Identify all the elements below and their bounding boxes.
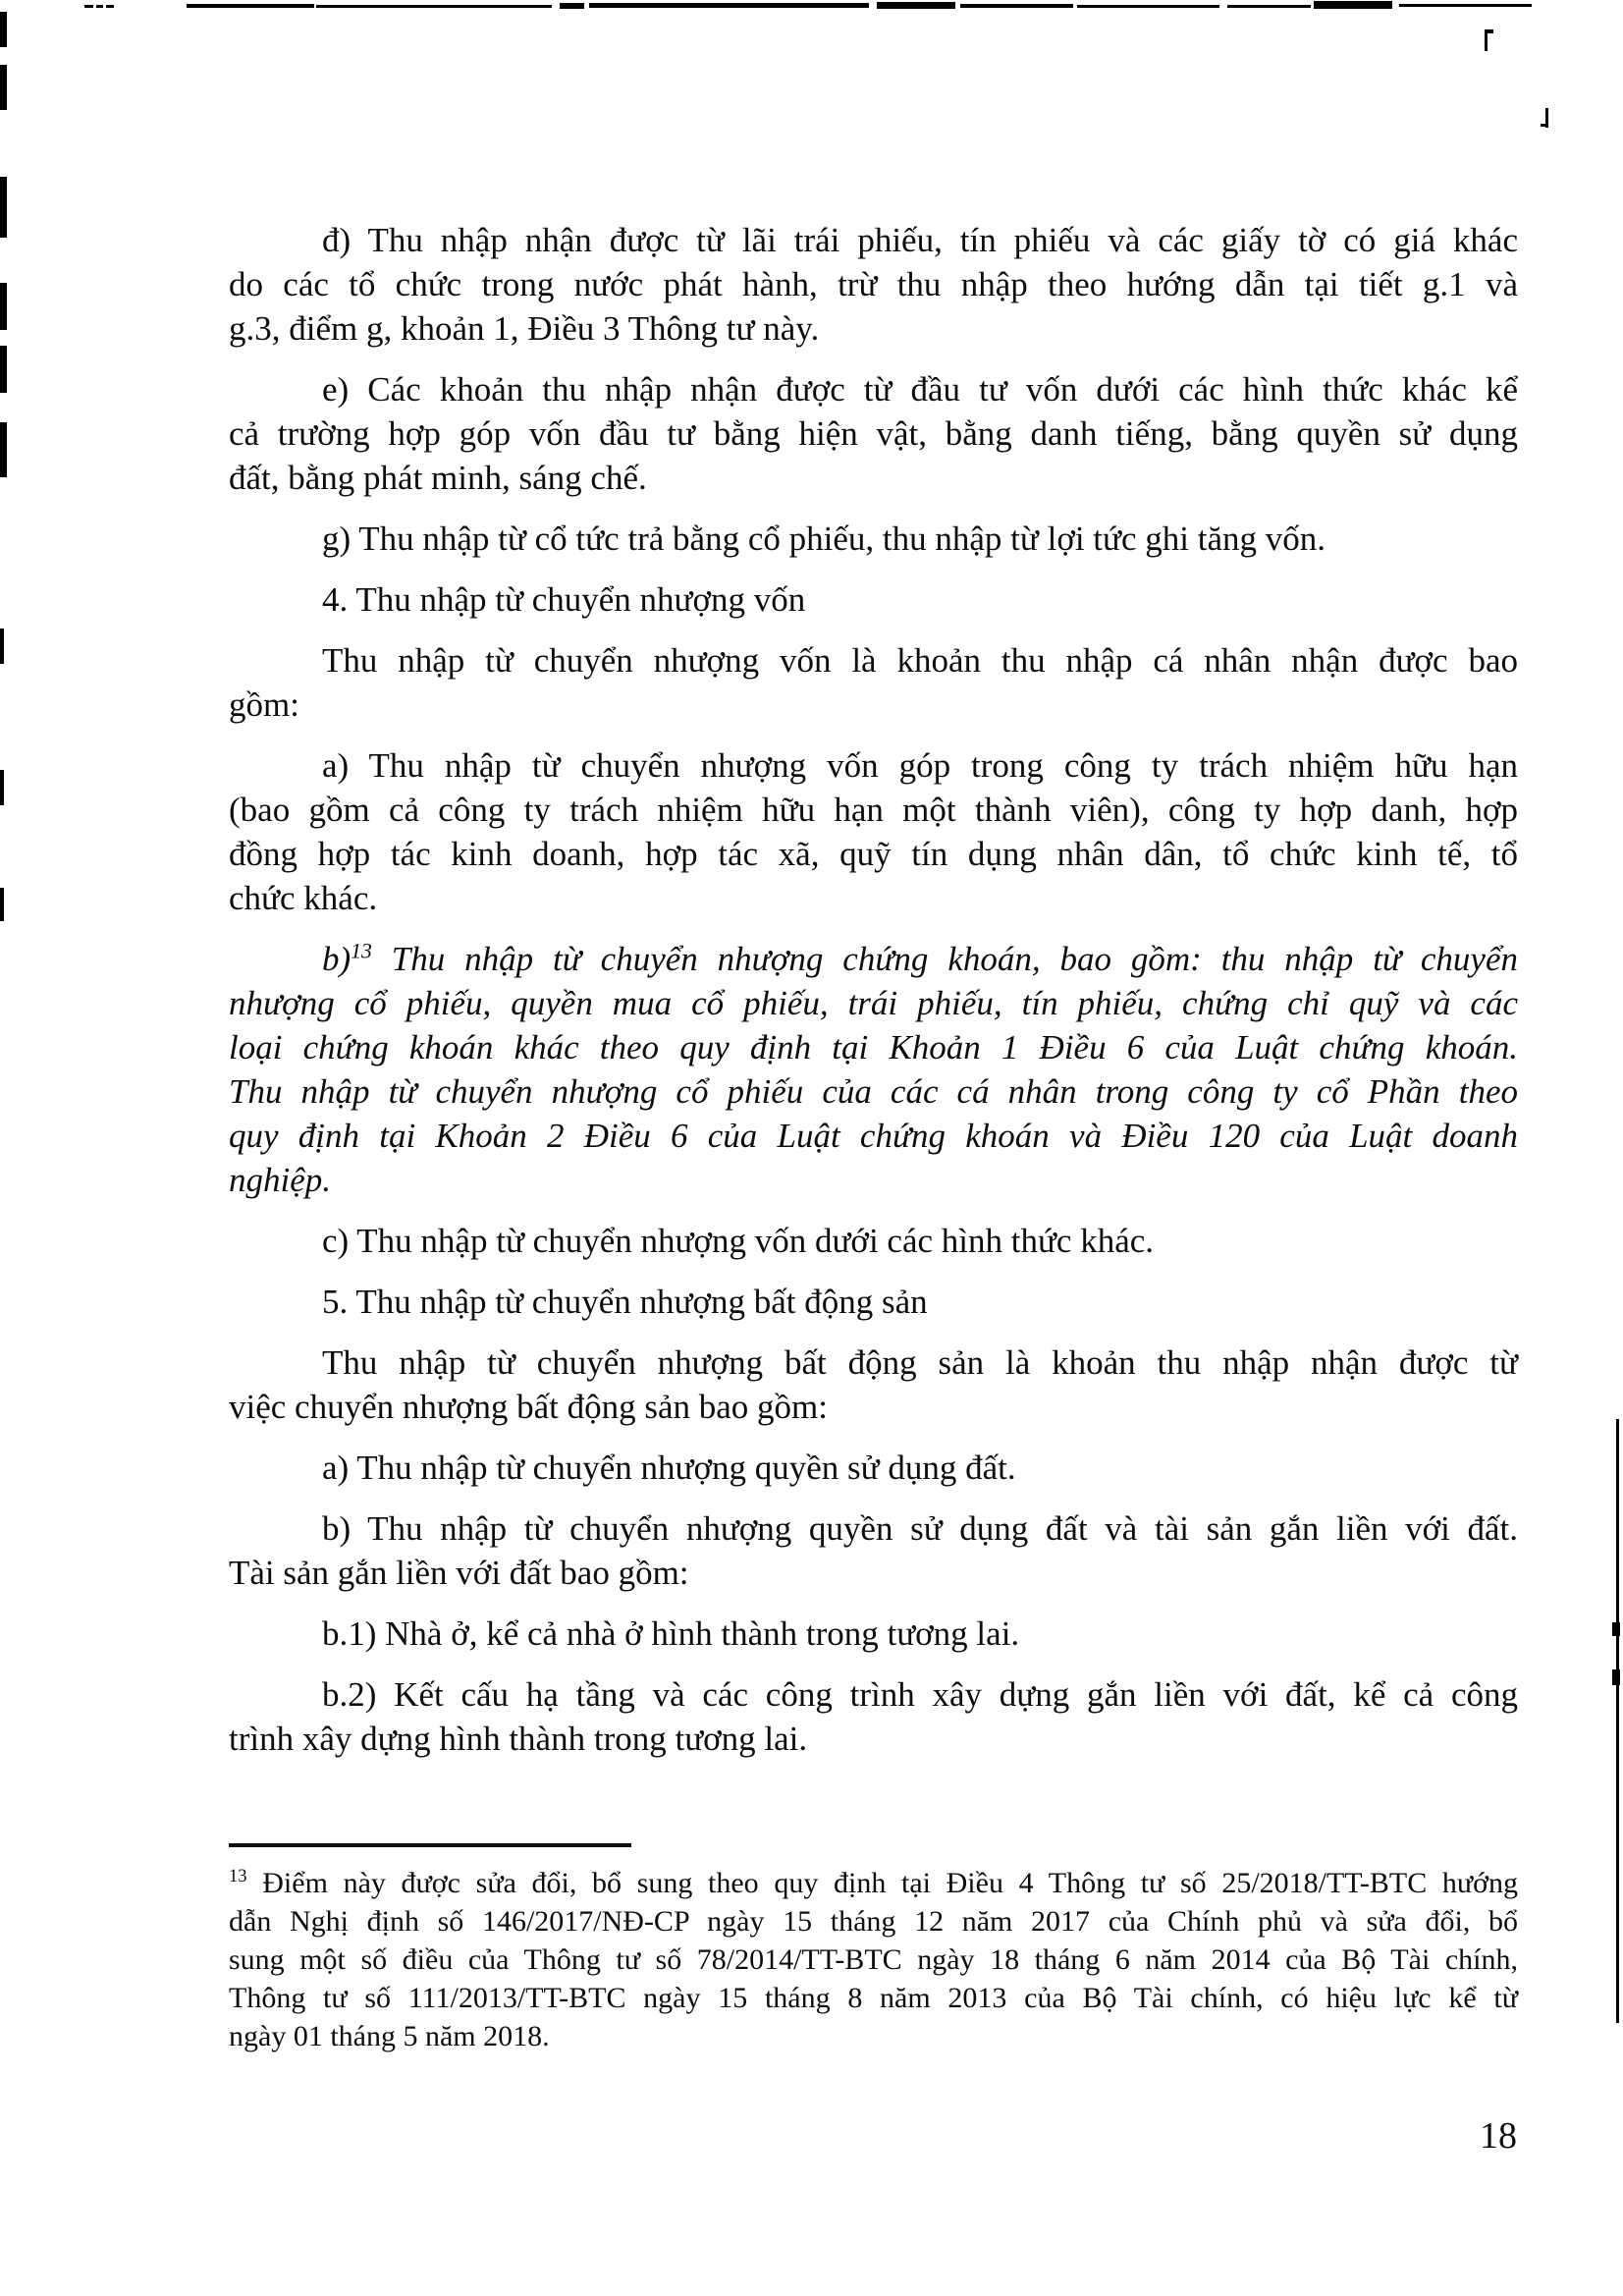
body-paragraph [229,1506,1518,1595]
text-segment: chức khác. [229,879,378,917]
text-line [229,2017,1518,2055]
text-line [229,683,1518,727]
text-segment: b.1) Nhà ở, kể cả nhà ở hình thành trong tương lai. [322,1614,1020,1653]
scan-artifact-top-line [560,3,584,9]
text-segment: g.3, điểm g, khoản 1, Điều 3 Thông tư này. [229,309,820,348]
text-segment: a) Thu nhập từ chuyển nhượng vốn góp trong công ty trách nhiệm hữu hạn [322,746,1518,785]
text-segment: e) Các khoản thu nhập nhận được từ đầu tư vốn dưới các hình thức khác kể [322,370,1518,409]
text-segment: đ) Thu nhập nhận được từ lãi trái phiếu, tín phiếu và các giấy tờ có giá khác [322,221,1518,259]
scan-artifact-right-edge [1616,1419,1619,2023]
text-line [229,981,1518,1025]
text-line [229,1941,1518,1979]
text-segment: loại chứng khoán khác theo quy định tại Khoản 1 Điều 6 của Luật chứng khoán. [229,1028,1518,1066]
scan-artifact-top-line [589,3,869,8]
text-segment: Thông tư số 111/2013/TT-BTC ngày 15 tháng 8 năm 2013 của Bộ Tài chính, có hiệu lực kể từ [229,1982,1518,2014]
scan-artifact-left-edge [0,770,4,805]
text-segment: b) Thu nhập từ chuyển nhượng quyền sử dụng đất và tài sản gắn liền với đất. [322,1509,1518,1548]
footnote-reference: 13 [229,1866,247,1886]
text-segment: nghiệp. [229,1161,332,1199]
text-line [229,1280,1518,1324]
text-line [229,743,1518,788]
scan-artifact-speck [1541,124,1546,127]
text-segment: Điểm này được sửa đổi, bổ sung theo quy định tại Điều 4 Thông tư số 25/2018/TT-BTC hướng [246,1867,1518,1899]
text-line [229,876,1518,920]
scan-artifact-right-edge [1612,1669,1620,1685]
body-paragraph [229,1280,1518,1324]
text-line [229,577,1518,622]
text-segment: b) [322,940,352,978]
text-segment: đất, bằng phát minh, sáng chế. [229,459,647,497]
scan-artifact-left-edge [0,283,7,330]
scan-artifact-top-line [1077,5,1219,8]
scan-artifact-left-edge [0,177,7,238]
scan-artifact-left-edge [0,65,7,110]
text-segment: Thu nhập từ chuyển nhượng vốn là khoản thu nhập cá nhân nhận được bao [322,641,1518,680]
scan-artifact-top-line [316,5,552,8]
text-segment: Thu nhập từ chuyển nhượng chứng khoán, bao gồm: thu nhập từ chuyển [371,940,1518,978]
text-segment: 5. Thu nhập từ chuyển nhượng bất động sản [322,1283,928,1321]
text-segment: 4. Thu nhập từ chuyển nhượng vốn [322,580,806,619]
text-line [229,1672,1518,1717]
text-segment: nhượng cổ phiếu, quyền mua cổ phiếu, trái phiếu, tín phiếu, chứng chỉ quỹ và các [229,984,1518,1022]
text-line [229,262,1518,306]
text-line [229,937,1518,981]
text-line [229,306,1518,351]
text-segment: việc chuyển nhượng bất động sản bao gồm: [229,1388,828,1426]
text-line [229,411,1518,456]
text-segment: (bao gồm cả công ty trách nhiệm hữu hạn một thành viên), công ty hợp danh, hợp [229,791,1518,829]
scan-artifact-left-edge [0,629,4,664]
text-line [229,1979,1518,2017]
text-line [229,1717,1518,1761]
footnote-reference: 13 [351,939,372,963]
page-number: 18 [1480,2115,1517,2157]
text-line [229,1551,1518,1595]
text-segment: ngày 01 tháng 5 năm 2018. [229,2020,550,2052]
text-segment: gồm: [229,685,299,724]
footnote [229,1864,1518,2055]
text-segment: quy định tại Khoản 2 Điều 6 của Luật chứng khoán và Điều 120 của Luật doanh [229,1117,1518,1155]
body-paragraph [229,743,1518,920]
scan-artifact-speck [1488,29,1493,33]
text-segment: a) Thu nhập từ chuyển nhượng quyền sử dụng đất. [322,1449,1016,1487]
text-line [229,1025,1518,1069]
text-line [229,1219,1518,1263]
body-paragraph [229,367,1518,500]
body-paragraph [229,937,1518,1202]
text-line [229,367,1518,411]
text-line [229,1612,1518,1656]
text-line [229,1902,1518,1941]
text-line [229,1506,1518,1551]
body-paragraph [229,517,1518,561]
text-line [229,517,1518,561]
body-paragraph [229,1446,1518,1490]
text-segment: Tài sản gắn liền với đất bao gồm: [229,1554,689,1592]
scan-artifact-left-edge [0,888,4,921]
body-paragraph [229,577,1518,622]
text-line [229,1114,1518,1158]
body-paragraph [229,218,1518,351]
scan-artifact-left-edge [0,12,7,47]
scan-artifact-top-line [877,2,955,9]
body-paragraph [229,1340,1518,1429]
text-line [229,1385,1518,1429]
scan-artifact-right-edge [1612,1622,1620,1636]
document-body [229,218,1518,1777]
scan-artifact-left-edge [0,346,7,393]
text-line [229,788,1518,832]
scan-artifact-left-edge [0,422,7,477]
text-segment: Thu nhập từ chuyển nhượng cổ phiếu của các cá nhân trong công ty cổ Phần theo [229,1072,1518,1111]
text-line [229,1446,1518,1490]
text-line [229,832,1518,876]
text-line [229,456,1518,500]
text-line [229,1340,1518,1385]
text-line [229,1069,1518,1114]
footnote-separator [229,1843,631,1847]
scan-artifact-top-line [960,4,1073,8]
scan-artifact-top-line [106,5,114,8]
scan-artifact-top-line [1314,1,1392,9]
text-segment: trình xây dựng hình thành trong tương lai. [229,1720,808,1758]
text-segment: cả trường hợp góp vốn đầu tư bằng hiện vật, bằng danh tiếng, bằng quyền sử dụng [229,414,1518,453]
text-line [229,1864,1518,1902]
text-segment: sung một số điều của Thông tư số 78/2014/TT-BTC ngày 18 tháng 6 năm 2014 của Bộ Tài chính, [229,1943,1518,1976]
text-segment: b.2) Kết cấu hạ tầng và các công trình xây dựng gắn liền với đất, kể cả công [322,1675,1518,1714]
scan-artifact-top-line [84,5,93,8]
text-segment: dẫn Nghị định số 146/2017/NĐ-CP ngày 15 tháng 12 năm 2017 của Chính phủ và sửa đổi, bổ [229,1905,1518,1938]
scan-artifact-top-line [96,5,103,8]
scan-artifact-top-line [1399,4,1532,7]
body-paragraph [229,1612,1518,1656]
text-segment: do các tổ chức trong nước phát hành, trừ thu nhập theo hướng dẫn tại tiết g.1 và [229,265,1518,303]
body-paragraph [229,1672,1518,1761]
text-segment: g) Thu nhập từ cổ tức trả bằng cổ phiếu, thu nhập từ lợi tức ghi tăng vốn. [322,519,1326,558]
text-segment: đồng hợp tác kinh doanh, hợp tác xã, quỹ tín dụng nhân dân, tổ chức kinh tế, tổ [229,835,1518,873]
text-line [229,218,1518,262]
scan-artifact-top-line [187,4,314,8]
text-line [229,638,1518,683]
text-line [229,1158,1518,1202]
scan-artifact-top-line [1227,5,1311,8]
text-segment: c) Thu nhập từ chuyển nhượng vốn dưới các hình thức khác. [322,1222,1155,1260]
body-paragraph [229,638,1518,727]
body-paragraph [229,1219,1518,1263]
text-segment: Thu nhập từ chuyển nhượng bất động sản là khoản thu nhập nhận được từ [322,1343,1518,1382]
